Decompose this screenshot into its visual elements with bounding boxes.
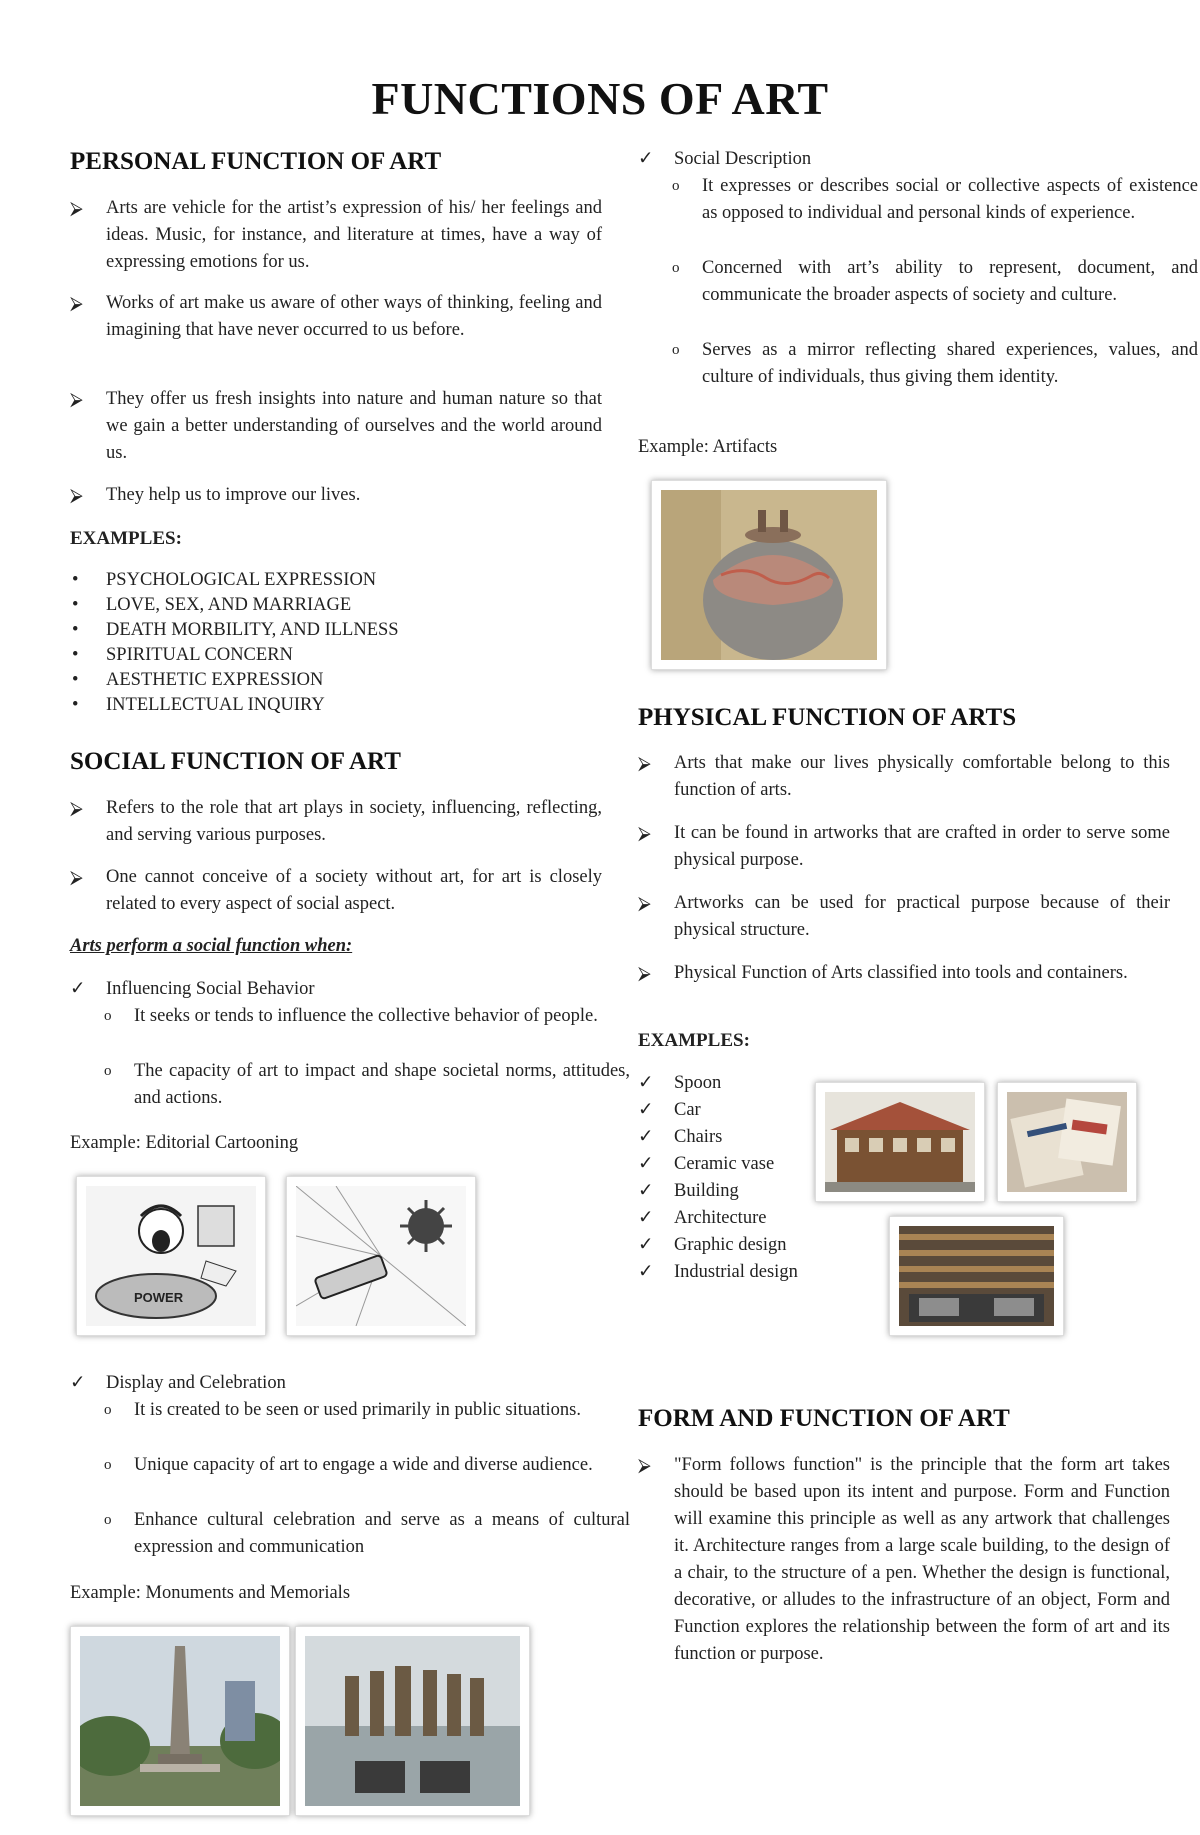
personal-examples-list bbox=[70, 568, 566, 718]
cartoon-label: POWER bbox=[134, 1290, 184, 1305]
list-item: • AESTHETIC EXPRESSION bbox=[70, 668, 566, 693]
cartoon-illustration bbox=[296, 1186, 466, 1326]
circle-bullet-icon: o bbox=[104, 1063, 112, 1079]
check-icon: ✓ bbox=[638, 1073, 654, 1093]
list-item: ✓ Industrial design bbox=[638, 1259, 838, 1286]
display-item: o Enhance cultural celebration and serve as a means of cultural expression and communication bbox=[70, 1507, 630, 1561]
influencing-example: Example: Editorial Cartooning bbox=[70, 1133, 299, 1153]
physical-point: ⮚ Artworks can be used for practical purpose because of their physical structure. bbox=[638, 890, 1170, 944]
display-label: ✓ Display and Celebration bbox=[70, 1370, 602, 1397]
monument-image bbox=[70, 1626, 290, 1816]
list-item: ✓ Ceramic vase bbox=[638, 1151, 838, 1178]
physical-point: ⮚ Arts that make our lives physically comfortable belong to this function of arts. bbox=[638, 750, 1170, 804]
check-icon: ✓ bbox=[70, 979, 86, 999]
industrial-design-image bbox=[889, 1216, 1064, 1336]
monument-illustration bbox=[80, 1636, 280, 1806]
editorial-cartoon-image bbox=[76, 1176, 266, 1336]
check-icon: ✓ bbox=[638, 1262, 654, 1282]
list-item: ✓ Spoon bbox=[638, 1070, 838, 1097]
display-item: o It is created to be seen or used primarily in public situations. bbox=[70, 1397, 630, 1424]
bullet-icon: • bbox=[72, 695, 79, 715]
description-label: ✓ Social Description bbox=[638, 146, 1170, 173]
physical-examples-list bbox=[638, 1070, 838, 1286]
list-item: ✓ Architecture bbox=[638, 1205, 838, 1232]
memorial-image bbox=[295, 1626, 530, 1816]
list-item: • LOVE, SEX, AND MARRIAGE bbox=[70, 593, 566, 618]
house-illustration bbox=[825, 1092, 975, 1192]
circle-bullet-icon: o bbox=[672, 178, 680, 194]
list-item: • SPIRITUAL CONCERN bbox=[70, 643, 566, 668]
personal-point: ⮚ They offer us fresh insights into nature and human nature so that we gain a better understanding of ourselves and the world around us. bbox=[70, 386, 602, 467]
page-title: FUNCTIONS OF ART bbox=[371, 73, 829, 124]
arrow-icon: ⮚ bbox=[70, 293, 83, 313]
check-icon: ✓ bbox=[638, 1235, 654, 1255]
bullet-icon: • bbox=[72, 645, 79, 665]
social-when-label: Arts perform a social function when: bbox=[70, 936, 353, 956]
arrow-icon: ⮚ bbox=[638, 823, 651, 843]
artifact-image bbox=[651, 480, 887, 670]
physical-heading: PHYSICAL FUNCTION OF ARTS bbox=[638, 704, 1017, 731]
arrow-icon: ⮚ bbox=[70, 798, 83, 818]
arrow-icon: ⮚ bbox=[70, 485, 83, 505]
check-icon: ✓ bbox=[638, 1100, 654, 1120]
display-example: Example: Monuments and Memorials bbox=[70, 1583, 351, 1603]
list-item: ✓ Chairs bbox=[638, 1124, 838, 1151]
description-item: o Serves as a mirror reflecting shared experiences, values, and culture of individuals, thus giving them identity. bbox=[638, 337, 1198, 391]
circle-bullet-icon: o bbox=[672, 260, 680, 276]
bullet-icon: • bbox=[72, 620, 79, 640]
memorial-illustration bbox=[305, 1636, 520, 1806]
arrow-icon: ⮚ bbox=[70, 867, 83, 887]
arrow-icon: ⮚ bbox=[70, 198, 83, 218]
physical-examples-label: EXAMPLES: bbox=[638, 1030, 750, 1051]
influencing-item: o The capacity of art to impact and shape societal norms, attitudes, and actions. bbox=[70, 1058, 630, 1112]
cartoon-illustration bbox=[86, 1186, 256, 1326]
influencing-label: ✓ Influencing Social Behavior bbox=[70, 976, 602, 1003]
form-heading: FORM AND FUNCTION OF ART bbox=[638, 1405, 1010, 1432]
editorial-cartoon-image bbox=[286, 1176, 476, 1336]
display-item: o Unique capacity of art to engage a wide and diverse audience. bbox=[70, 1452, 630, 1479]
personal-point: ⮚ Arts are vehicle for the artist’s expression of his/ her feelings and ideas. Music, for instance, and literature at times, have a way of expressing emotions for us. bbox=[70, 195, 602, 276]
circle-bullet-icon: o bbox=[104, 1402, 112, 1418]
personal-point: ⮚ Works of art make us aware of other ways of thinking, feeling and imagining that have never occurred to us before. bbox=[70, 290, 602, 344]
personal-heading: PERSONAL FUNCTION OF ART bbox=[70, 148, 442, 175]
physical-point: ⮚ Physical Function of Arts classified into tools and containers. bbox=[638, 960, 1170, 987]
arrow-icon: ⮚ bbox=[638, 893, 651, 913]
form-paragraph: ⮚ "Form follows function" is the principle that the form art takes should be based upon its intent and purpose. Form and Function will examine this principle as well as any artwork that challenges it. Architecture ranges from a large scale building, to the design of a chair, to the structure of a pen. Whether the design is functional, decorative, or alludes to the infrastructure of an object, Form and Function explores the relationship between the form of art and its function or purpose. bbox=[638, 1452, 1170, 1668]
check-icon: ✓ bbox=[638, 1127, 654, 1147]
circle-bullet-icon: o bbox=[104, 1457, 112, 1473]
physical-point: ⮚ It can be found in artworks that are crafted in order to serve some physical purpose. bbox=[638, 820, 1170, 874]
graphic-design-image bbox=[997, 1082, 1137, 1202]
personal-point: ⮚ They help us to improve our lives. bbox=[70, 482, 602, 509]
list-item: • DEATH MORBILITY, AND ILLNESS bbox=[70, 618, 566, 643]
bullet-icon: • bbox=[72, 570, 79, 590]
influencing-item: o It seeks or tends to influence the collective behavior of people. bbox=[70, 1003, 630, 1030]
arrow-icon: ⮚ bbox=[638, 963, 651, 983]
jar-illustration bbox=[661, 490, 877, 660]
arrow-icon: ⮚ bbox=[638, 753, 651, 773]
description-item: o It expresses or describes social or collective aspects of existence as opposed to individual and personal kinds of experience. bbox=[638, 173, 1198, 227]
graphic-design-illustration bbox=[1007, 1092, 1127, 1192]
arrow-icon: ⮚ bbox=[70, 389, 83, 409]
check-icon: ✓ bbox=[638, 1208, 654, 1228]
building-image bbox=[815, 1082, 985, 1202]
check-icon: ✓ bbox=[638, 149, 654, 169]
social-point: ⮚ Refers to the role that art plays in society, influencing, reflecting, and serving various purposes. bbox=[70, 795, 602, 849]
personal-examples-label: EXAMPLES: bbox=[70, 528, 182, 549]
list-item: ✓ Car bbox=[638, 1097, 838, 1124]
list-item: • PSYCHOLOGICAL EXPRESSION bbox=[70, 568, 566, 593]
check-icon: ✓ bbox=[638, 1181, 654, 1201]
circle-bullet-icon: o bbox=[104, 1512, 112, 1528]
description-example: Example: Artifacts bbox=[638, 437, 778, 457]
description-item: o Concerned with art’s ability to represent, document, and communicate the broader aspects of society and culture. bbox=[638, 255, 1198, 309]
bullet-icon: • bbox=[72, 595, 79, 615]
interior-illustration bbox=[899, 1226, 1054, 1326]
arrow-icon: ⮚ bbox=[638, 1455, 651, 1475]
list-item: ✓ Building bbox=[638, 1178, 838, 1205]
circle-bullet-icon: o bbox=[104, 1008, 112, 1024]
check-icon: ✓ bbox=[638, 1154, 654, 1174]
list-item: ✓ Graphic design bbox=[638, 1232, 838, 1259]
list-item: • INTELLECTUAL INQUIRY bbox=[70, 693, 566, 718]
social-heading: SOCIAL FUNCTION OF ART bbox=[70, 748, 401, 775]
circle-bullet-icon: o bbox=[672, 342, 680, 358]
check-icon: ✓ bbox=[70, 1373, 86, 1393]
social-point: ⮚ One cannot conceive of a society without art, for art is closely related to every aspect of social aspect. bbox=[70, 864, 602, 918]
bullet-icon: • bbox=[72, 670, 79, 690]
